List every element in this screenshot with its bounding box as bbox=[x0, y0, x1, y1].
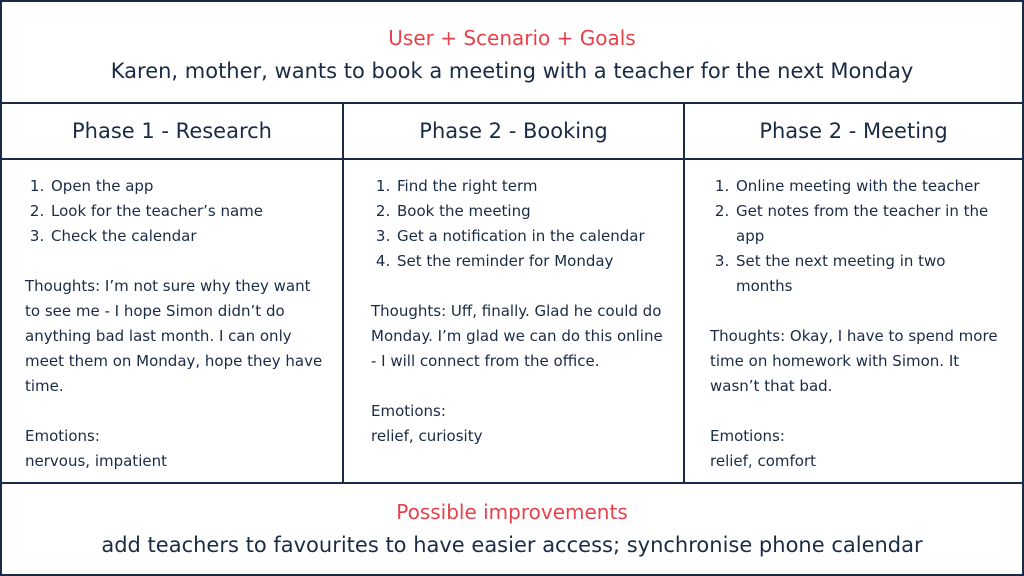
list-item: 1. Find the right term bbox=[395, 174, 666, 199]
divider-col-1 bbox=[342, 102, 344, 484]
list-item: 4. Set the reminder for Monday bbox=[395, 249, 666, 274]
list-item: 1. Online meeting with the teacher bbox=[734, 174, 1005, 199]
phase-2-thoughts: Thoughts: Uff, finally. Glad he could do Monday. I’m glad we can do this online - I will connect from the office. bbox=[371, 302, 663, 370]
phase-3-column bbox=[710, 160, 1005, 482]
phase-1-emotions: nervous, impatient bbox=[25, 452, 167, 470]
phase-2-emotions: relief, curiosity bbox=[371, 427, 483, 445]
improvements-text: add teachers to favourites to have easier access; synchronise phone calendar bbox=[101, 533, 923, 557]
phase-3-emotions-label: Emotions: bbox=[710, 427, 785, 445]
divider-col-2 bbox=[683, 102, 685, 484]
list-item: 1. Open the app bbox=[49, 174, 325, 199]
list-item: 2. Book the meeting bbox=[395, 199, 666, 224]
phase-2-emotions-label: Emotions: bbox=[371, 402, 446, 420]
phase-2-title: Phase 2 - Booking bbox=[419, 119, 608, 143]
scenario-text: Karen, mother, wants to book a meeting with a teacher for the next Monday bbox=[110, 59, 914, 83]
phase-3-steps bbox=[710, 174, 1005, 299]
phase-3-emotions: relief, comfort bbox=[710, 452, 816, 470]
list-item: 2. Get notes from the teacher in the app bbox=[734, 199, 1005, 249]
phase-2-steps bbox=[371, 174, 666, 274]
improvements-footer bbox=[2, 484, 1022, 574]
list-item: 2. Look for the teacher’s name bbox=[49, 199, 325, 224]
improvements-label: Possible improvements bbox=[396, 500, 628, 524]
phase-3-thoughts: Thoughts: Okay, I have to spend more time on homework with Simon. It wasn’t that bad. bbox=[710, 327, 998, 395]
scenario-header bbox=[2, 2, 1022, 102]
list-item: 3. Check the calendar bbox=[49, 224, 325, 249]
phase-2-column bbox=[371, 160, 666, 482]
phase-1-emotions-label: Emotions: bbox=[25, 427, 100, 445]
phase-1-column bbox=[25, 160, 325, 482]
phase-1-title: Phase 1 - Research bbox=[72, 119, 272, 143]
phase-3-title: Phase 2 - Meeting bbox=[759, 119, 948, 143]
phase-1-steps bbox=[25, 174, 325, 249]
list-item: 3. Get a notification in the calendar bbox=[395, 224, 666, 249]
scenario-label: User + Scenario + Goals bbox=[388, 26, 636, 50]
phase-1-thoughts: Thoughts: I’m not sure why they want to see me - I hope Simon didn’t do anything bad last month. I can only meet them on Monday, hope they have time. bbox=[25, 277, 323, 395]
list-item: 3. Set the next meeting in two months bbox=[734, 249, 1005, 299]
